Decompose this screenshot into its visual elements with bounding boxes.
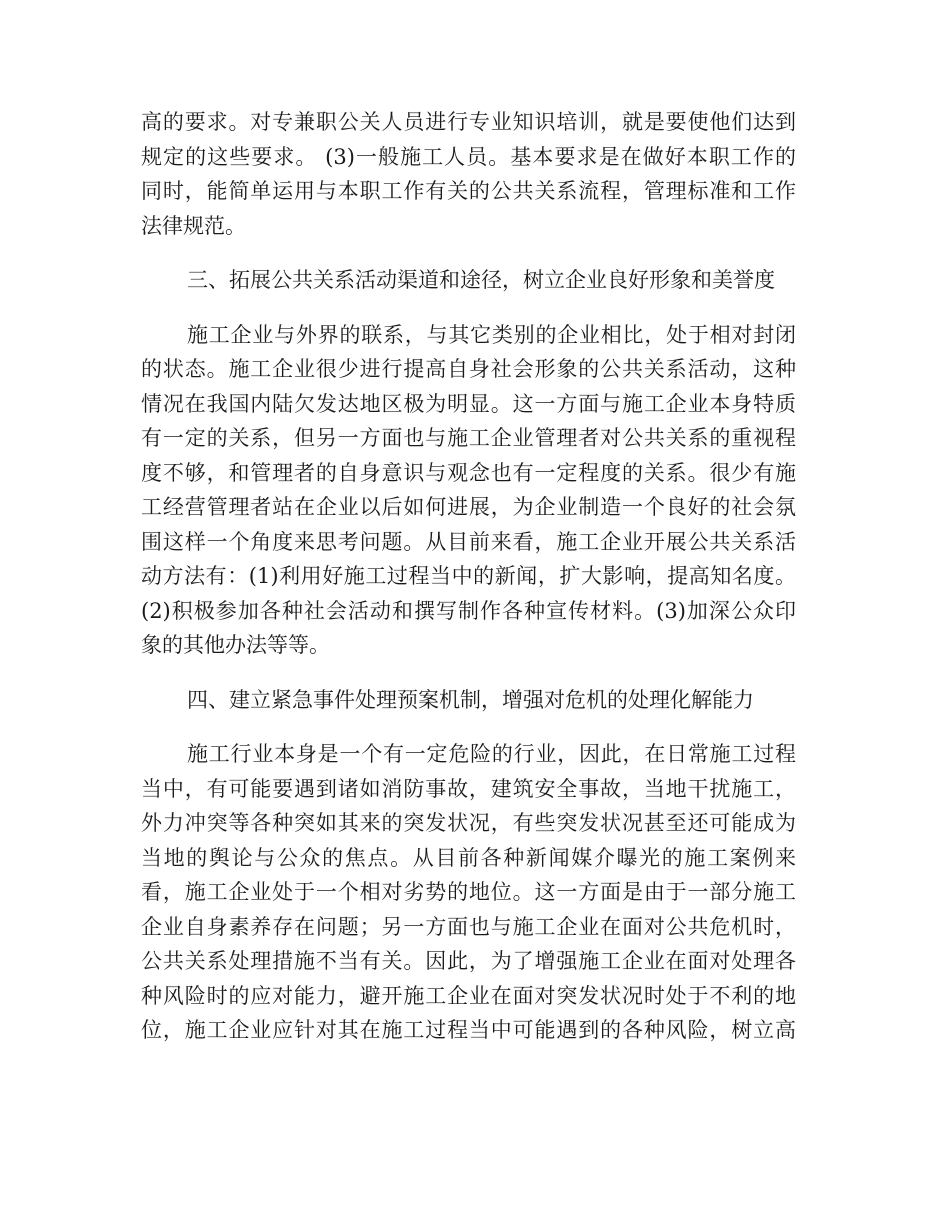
document-page xyxy=(141,105,796,1048)
text-line: 位，施工企业应针对其在施工过程当中可能遇到的各种风险，树立高 xyxy=(141,1018,796,1042)
text-line: 看，施工企业处于一个相对劣势的地位。这一方面是由于一部分施工 xyxy=(141,880,796,904)
text-line: 情况在我国内陆欠发达地区极为明显。这一方面与施工企业本身特质 xyxy=(141,391,796,416)
text-line: 象的其他办法等等。 xyxy=(141,633,330,657)
text-line: 度不够，和管理者的自身意识与观念也有一定程度的关系。很少有施 xyxy=(141,460,796,485)
text-line: 规定的这些要求。 (3)一般施工人员。基本要求是在做好本职工作的 xyxy=(141,144,796,169)
text-line: 高的要求。对专兼职公关人员进行专业知识培训，就是要使他们达到 xyxy=(141,110,796,134)
text-line: 种风险时的应对能力，避开施工企业在面对突发状况时处于不利的地 xyxy=(141,983,796,1008)
text-line: 有一定的关系，但另一方面也与施工企业管理者对公共关系的重视程 xyxy=(141,426,796,450)
text-line: 同时，能简单运用与本职工作有关的公共关系流程，管理标准和工作 xyxy=(141,179,796,203)
paragraph-staff-requirements xyxy=(141,105,796,243)
paragraph-crisis-handling xyxy=(141,737,796,1048)
text-line: 施工行业本身是一个有一定危险的行业，因此，在日常施工过程 xyxy=(187,742,796,766)
text-line: 工经营管理者站在企业以后如何进展，为企业制造一个良好的社会氛 xyxy=(141,495,796,519)
text-line: (2)积极参加各种社会活动和撰写制作各种宣传材料。(3)加深公众印 xyxy=(141,598,796,623)
text-line: 施工企业与外界的联系，与其它类别的企业相比，处于相对封闭 xyxy=(187,322,796,347)
paragraph-external-relations xyxy=(141,318,796,663)
text-line: 动方法有：(1)利用好施工过程当中的新闻，扩大影响，提高知名度。 xyxy=(141,564,796,588)
text-line: 法律规范。 xyxy=(141,213,246,238)
text-line: 公共关系处理措施不当有关。因此，为了增强施工企业在面对处理各 xyxy=(141,949,796,973)
section-heading-3: 三、拓展公共关系活动渠道和途径，树立企业良好形象和美誉度 xyxy=(187,268,775,292)
text-line: 当地的舆论与公众的焦点。从目前各种新闻媒介曝光的施工案例来 xyxy=(141,845,796,870)
section-heading-4: 四、建立紧急事件处理预案机制，增强对危机的处理化解能力 xyxy=(187,687,754,712)
text-line: 围这样一个角度来思考问题。从目前来看，施工企业开展公共关系活 xyxy=(141,529,796,554)
text-line: 当中，有可能要遇到诸如消防事故，建筑安全事故，当地干扰施工， xyxy=(141,776,796,801)
text-line: 外力冲突等各种突如其来的突发状况，有些突发状况甚至还可能成为 xyxy=(141,811,796,835)
text-line: 企业自身素养存在问题；另一方面也与施工企业在面对公共危机时， xyxy=(141,914,796,939)
text-line: 的状态。施工企业很少进行提高自身社会形象的公共关系活动，这种 xyxy=(141,357,796,381)
